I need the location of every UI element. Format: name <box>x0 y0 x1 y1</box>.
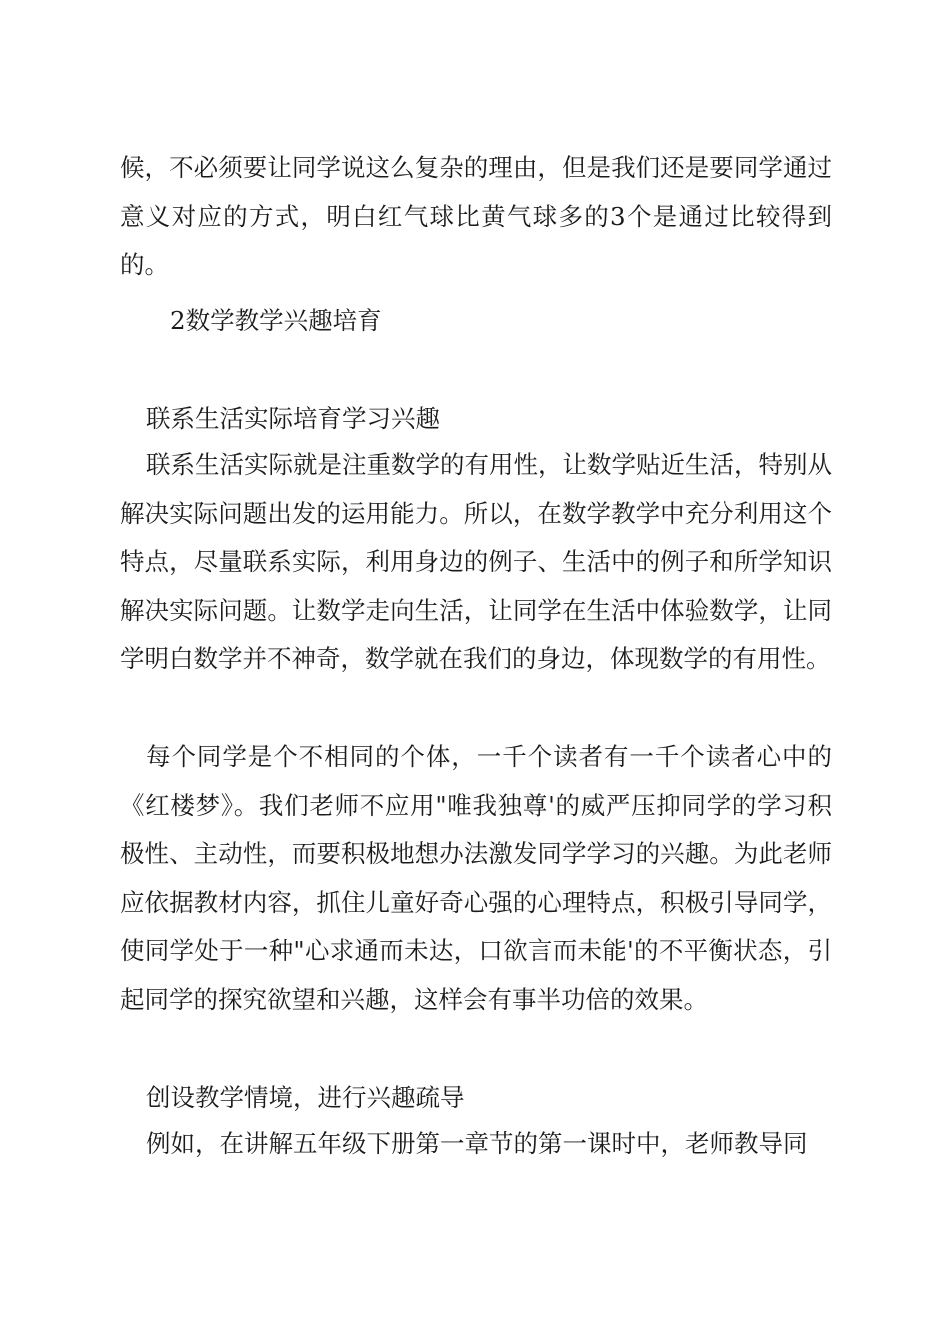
paragraph-continuation: 候，不必须要让同学说这么复杂的理由，但是我们还是要同学通过意义对应的方式，明白红气球比黄气球多的3个是通过比较得到的。 <box>120 153 832 279</box>
section-heading: 2数学教学兴趣培育 <box>170 306 382 335</box>
subsection-heading-situation: 创设教学情境，进行兴趣疏导 <box>146 1083 465 1112</box>
paragraph-individual-students: 每个同学是个不相同的个体，一千个读者有一千个读者心中的《红楼梦》。我们老师不应用"唯我独尊'的威严压抑同学的学习积极性、主动性，而要积极地想办法激发同学学习的兴趣。为此老师应依据教材内容，抓住儿童好奇心强的心理特点，积极引导同学，使同学处于一种"心求通而未达，口欲言而未能'的不平衡状态，引起同学的探究欲望和兴趣，这样会有事半功倍的效果。 <box>120 742 832 1014</box>
paragraph-example: 例如，在讲解五年级下册第一章节的第一课时中，老师教导同 <box>146 1129 808 1158</box>
subsection-heading-life: 联系生活实际培育学习兴趣 <box>146 404 440 433</box>
paragraph-life-connection: 联系生活实际就是注重数学的有用性，让数学贴近生活，特别从解决实际问题出发的运用能力。所以，在数学教学中充分利用这个特点，尽量联系实际，利用身边的例子、生活中的例子和所学知识解决实际问题。让数学走向生活，让同学在生活中体验数学，让同学明白数学并不神奇，数学就在我们的身边，体现数学的有用性。 <box>120 450 832 673</box>
